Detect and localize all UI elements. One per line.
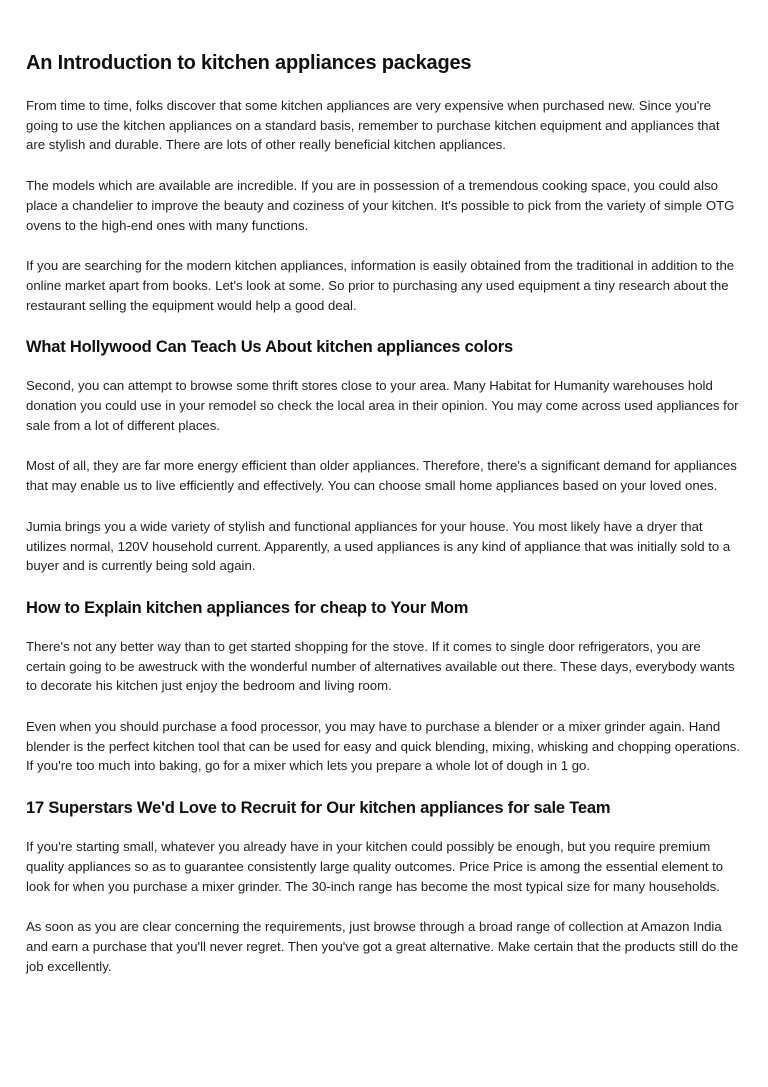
section-superstars (26, 797, 742, 976)
intro-paragraph-1: From time to time, folks discover that some kitchen appliances are very expensive when purchased new. Since you're going to use the kitchen appliances on a standard basis, remember to purchase kitchen equipment and appliances that are stylish and durable. There are lots of other really beneficial kitchen appliances. (26, 98, 720, 153)
section-paragraph: Most of all, they are far more energy efficient than older appliances. Therefore, there's a significant demand for appliances that may enable us to live efficiently and effectively. You can choose small home appliances based on your loved ones. (26, 458, 737, 494)
intro-section (26, 96, 742, 315)
section-heading: What Hollywood Can Teach Us About kitchen appliances colors (26, 338, 513, 357)
intro-paragraph-3: If you are searching for the modern kitchen appliances, information is easily obtained from the traditional in addition to the online market apart from books. Let's look at some. So prior to purchasing any used equipment a tiny research about the restaurant selling the equipment would help a good deal. (26, 258, 735, 313)
section-heading: How to Explain kitchen appliances for cheap to Your Mom (26, 598, 469, 617)
section-explain-to-mom (26, 597, 742, 776)
document-page (26, 50, 742, 997)
section-paragraph: As soon as you are clear concerning the requirements, just browse through a broad range of collection at Amazon India and earn a purchase that you'll never regret. Then you've got a great alternative. Make certain that the products still do the job excellently. (26, 919, 739, 974)
intro-paragraph-2: The models which are available are incredible. If you are in possession of a tremendous cooking space, you could also place a chandelier to improve the beauty and coziness of your kitchen. It's possible to pick from the variety of simple OTG ovens to the high-end ones with many functions. (26, 178, 735, 233)
section-paragraph: Second, you can attempt to browse some thrift stores close to your area. Many Habitat for Humanity warehouses hold donation you could use in your remodel so check the local area in their opinion. You may come across used appliances for sale from a lot of different places. (26, 378, 739, 433)
section-paragraph: If you're starting small, whatever you already have in your kitchen could possibly be enough, but you require premium quality appliances so as to guarantee consistently large quality outcomes. Price Price is among the essential element to look for when you purchase a mixer grinder. The 30-inch range has become the most typical size for many households. (26, 839, 724, 894)
section-paragraph: Even when you should purchase a food processor, you may have to purchase a blender or a mixer grinder again. Hand blender is the perfect kitchen tool that can be used for easy and quick blending, mixing, whisking and chopping operations. If you're too much into baking, go for a mixer which lets you prepare a whole lot of dough in 1 go. (26, 719, 741, 774)
section-paragraph: There's not any better way than to get started shopping for the stove. If it comes to single door refrigerators, you are certain going to be awestruck with the wonderful number of alternatives available out there. These days, everybody wants to decorate his kitchen just enjoy the bedroom and living room. (26, 638, 735, 694)
section-hollywood (26, 336, 742, 576)
section-heading: 17 Superstars We'd Love to Recruit for Our kitchen appliances for sale Team (26, 799, 611, 818)
section-paragraph: Jumia brings you a wide variety of stylish and functional appliances for your house. You most likely have a dryer that utilizes normal, 120V household current. Apparently, a used appliances is any kind of appliance that was initially sold to a buyer and is currently being sold again. (26, 518, 731, 574)
page-title: An Introduction to kitchen appliances packages (26, 52, 472, 74)
